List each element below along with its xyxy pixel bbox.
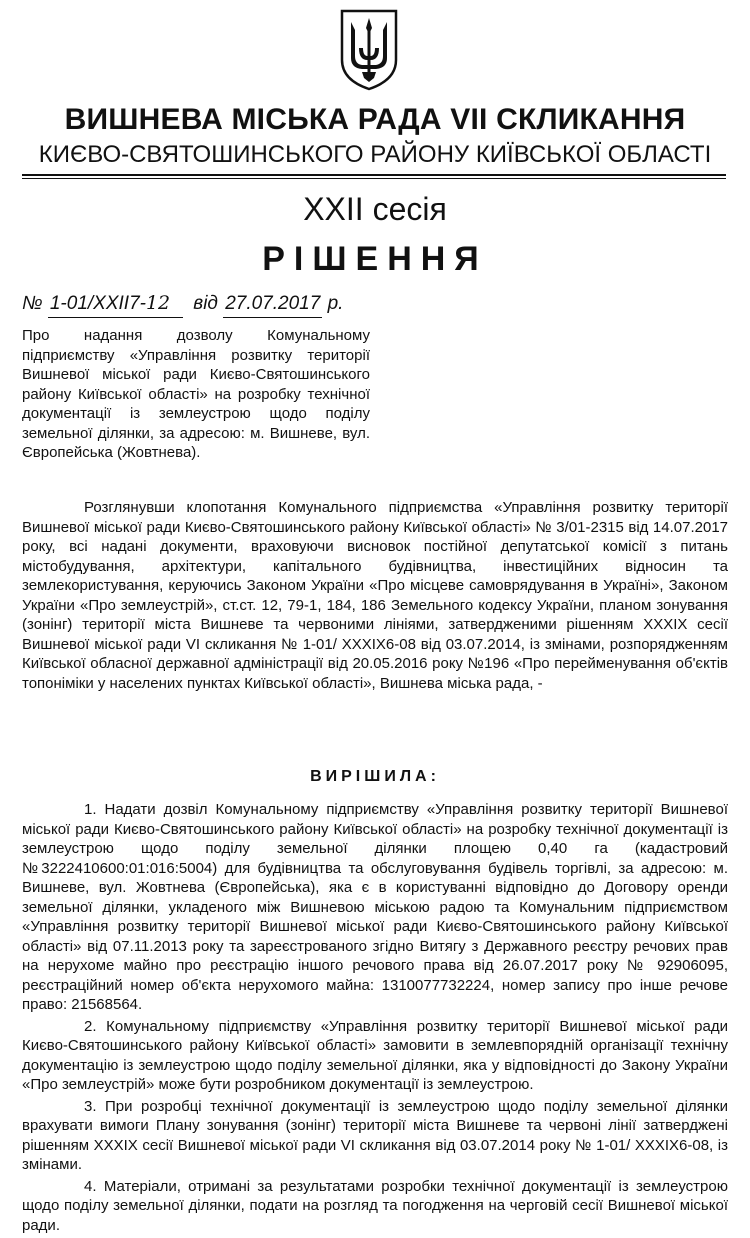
header-divider-thin (22, 178, 726, 179)
number-label: № (22, 293, 43, 314)
decision-number-printed: 1-01/ХХІІ7- (49, 293, 146, 314)
trident-emblem-icon (338, 8, 400, 92)
session-number: ХХІІ сесія (303, 191, 447, 227)
decision-item-1: 1. Надати дозвіл Комунальному підприємству «Управління розвитку території Вишневої міської ради Києво-Святошинського району Київської області» на розробку технічної документації із землеустрою щодо поділу земельної ділянки площею 0,40 га (кадастровий №3222410600:01:016:5004) для будівництва та обслуговування будівель торгівлі, за адресою: м. Вишневе, вул. Жовтнева (Європейська), яка є в користуванні відповідно до Договору оренди земельної ділянки, укладеного між Вишневою міською радою та Комунальним підприємством «Управління розвитку території Вишневої міської ради Києво-Святошинського району Київської області» від 07.11.2013 року та зареєстрованого згідно Витягу з Державного реєстру речових прав на нерухоме майно про реєстрацію іншого речового права від 26.07.2017 року № 92906095, реєстраційний номер об'єкта нерухомого майна: 1310077732224, номер запису про інше речове право: 21568564. (22, 801, 728, 1013)
year-suffix: р. (327, 293, 344, 314)
council-name: ВИШНЕВА МІСЬКА РАДА VII СКЛИКАННЯ (64, 103, 686, 136)
resolved-heading: ВИРІШИЛА: (310, 768, 440, 785)
date-label: від (193, 293, 218, 314)
district-name: КИЄВО-СВЯТОШИНСЬКОГО РАЙОНУ КИЇВСЬКОЇ ОБЛАСТІ (38, 141, 712, 168)
decision-item-2: 2. Комунальному підприємству «Управління розвитку території Вишневої міської ради Києво-Святошинського району Київської області» замовити в землевпорядній організації технічну документацію із землеустрою щодо поділу земельної ділянки, яка у відповідності до Закону України «Про землеустрій» може бути розробником документації із землеустрою. (22, 1017, 728, 1093)
decision-number-line (22, 290, 622, 318)
decision-date: 27.07.2017 (223, 291, 322, 318)
decision-number (48, 290, 183, 318)
decision-item-4: 4. Матеріали, отримані за результатами розробки технічної документації із землеустрою щодо поділу земельної ділянки, подати на розгляд та погодження на черговій сесії Вишневої міської ради. (22, 1177, 728, 1234)
decision-subject: Про надання дозволу Комунальному підприємству «Управління розвитку території Вишневої міської ради Києво-Святошинського району Київської області» на розробку технічної документації із землеустрою щодо поділу земельної ділянки, за адресою: м. Вишневе, вул. Європейська (Жовтнева). (22, 327, 370, 461)
decision-items (22, 800, 728, 1237)
preamble (22, 498, 728, 693)
decision-item-3: 3. При розробці технічної документації із землеустрою щодо поділу земельної ділянки врахувати вимоги Плану зонування (зонінг) території міста Вишневе та червоні лінії затверджені рішенням ХХХІХ сесії Вишневої міської ради VІ скликання від 03.07.2014 року № 1-01/ ХХХІХ6-08, із змінами. (22, 1097, 728, 1173)
preamble-paragraph: Розглянувши клопотання Комунального підприємства «Управління розвитку території Вишневої міської ради Києво-Святошинського району Київської області» № 3/01-2315 від 14.07.2017 року, всі надані документи, враховуючи висновок постійної депутатської комісії з питань містобудування, архітектури, капітального будівництва, інвестиційних відносин та землекористування, керуючись Законом України «Про місцеве самоврядування в Україні», Законом України «Про землеустрій», ст.ст. 12, 79-1, 184, 186 Земельного кодексу України, планом зонування (зонінг) території міста Вишневе та червоними лініями, затвердженими рішенням ХХХІХ сесії Вишневої міської ради VІ скликання № 1-01/ ХХХІХ6-08 від 03.07.2014, із змінами, розпорядженням Київської обласної державної адміністрації від 20.05.2016 року №196 «Про перейменування об'єктів топоніміки у населених пунктах Київської області», Вишнева міська рада, - (22, 499, 728, 692)
decision-number-handwritten: 12 (145, 292, 171, 314)
document-title: РІШЕННЯ (262, 240, 488, 278)
header-divider (22, 174, 726, 176)
